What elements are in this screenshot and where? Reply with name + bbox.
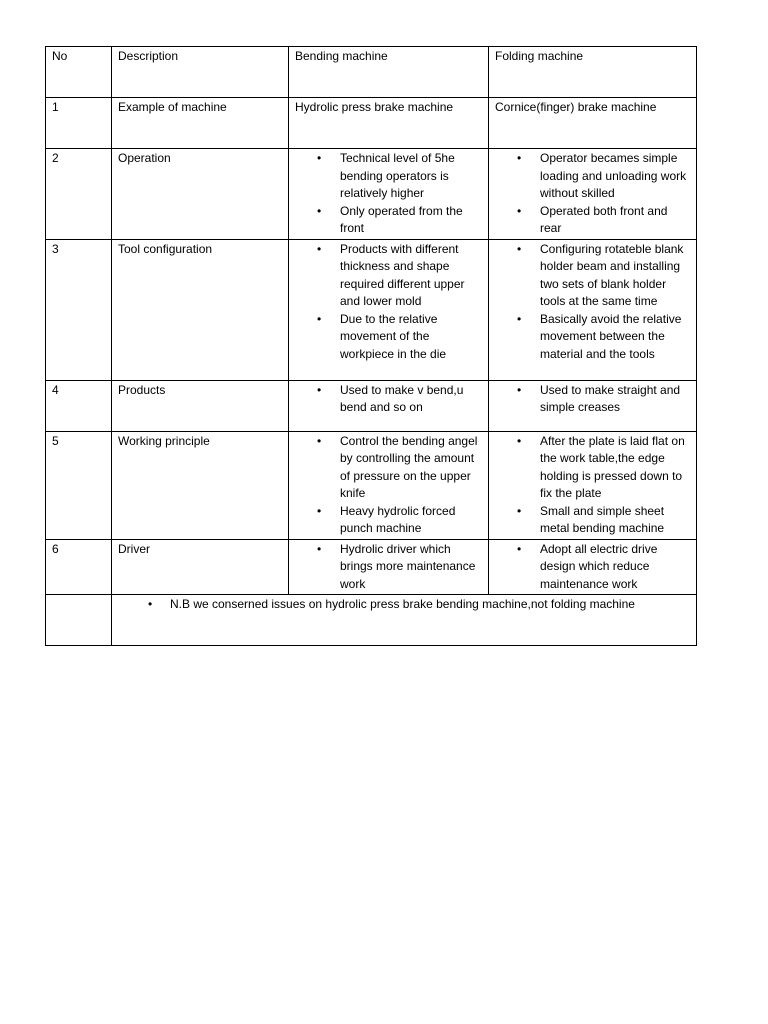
bullet-item: • Hydrolic driver which brings more maintenance work: [340, 541, 482, 594]
row-number: 4: [46, 380, 112, 431]
bending-cell: Hydrolic press brake machine: [289, 98, 489, 149]
bullet-item: • Used to make straight and simple creases: [540, 382, 690, 417]
row-description: Working principle: [112, 431, 289, 539]
row-number: 5: [46, 431, 112, 539]
row-description: Operation: [112, 149, 289, 240]
bullet-item: • Products with different thickness and shape required different upper and lower mold: [340, 241, 482, 311]
note-cell: [112, 595, 697, 646]
bullet-item: • After the plate is laid flat on the work table,the edge holding is pressed down to fix the plate: [540, 433, 690, 503]
table-row: [46, 239, 697, 380]
folding-cell: Cornice(finger) brake machine: [489, 98, 697, 149]
folding-cell: [489, 149, 697, 240]
bullet-item: • Basically avoid the relative movement between the material and the tools: [540, 311, 690, 364]
row-number: 6: [46, 539, 112, 595]
note-text: • N.B we conserned issues on hydrolic press brake bending machine,not folding machine: [170, 596, 690, 614]
bending-cell: [289, 149, 489, 240]
bullet-item: • Small and simple sheet metal bending machine: [540, 503, 690, 538]
bullet-item: • Configuring rotateble blank holder beam and installing two sets of blank holder tools at the same time: [540, 241, 690, 311]
row-description: Example of machine: [112, 98, 289, 149]
note-row: [46, 595, 697, 646]
table-row: [46, 539, 697, 595]
table-row: [46, 98, 697, 149]
row-description: Tool configuration: [112, 239, 289, 380]
header-folding-machine: Folding machine: [489, 47, 697, 98]
bullet-item: • Only operated from the front: [340, 203, 482, 238]
bullet-item: • Adopt all electric drive design which reduce maintenance work: [540, 541, 690, 594]
bullet-item: • Operator becames simple loading and unloading work without skilled: [540, 150, 690, 203]
bullet-item: • Heavy hydrolic forced punch machine: [340, 503, 482, 538]
bullet-item: • Due to the relative movement of the workpiece in the die: [340, 311, 482, 364]
bullet-item: • Used to make v bend,u bend and so on: [340, 382, 482, 417]
folding-cell: [489, 239, 697, 380]
bullet-item: • Control the bending angel by controlling the amount of pressure on the upper knife: [340, 433, 482, 503]
table-row: [46, 380, 697, 431]
row-description: Products: [112, 380, 289, 431]
folding-cell: [489, 539, 697, 595]
header-bending-machine: Bending machine: [289, 47, 489, 98]
folding-cell: [489, 431, 697, 539]
bullet-item: • Operated both front and rear: [540, 203, 690, 238]
header-no: No: [46, 47, 112, 98]
row-number: 2: [46, 149, 112, 240]
table-row: [46, 149, 697, 240]
folding-cell: [489, 380, 697, 431]
row-number: 1: [46, 98, 112, 149]
bending-cell: [289, 380, 489, 431]
row-description: Driver: [112, 539, 289, 595]
bending-cell: [289, 239, 489, 380]
bending-cell: [289, 539, 489, 595]
table-row: [46, 431, 697, 539]
table-header-row: [46, 47, 697, 98]
header-description: Description: [112, 47, 289, 98]
note-empty-cell: [46, 595, 112, 646]
bending-cell: [289, 431, 489, 539]
bullet-item: • Technical level of 5he bending operators is relatively higher: [340, 150, 482, 203]
row-number: 3: [46, 239, 112, 380]
comparison-table: [45, 46, 697, 646]
